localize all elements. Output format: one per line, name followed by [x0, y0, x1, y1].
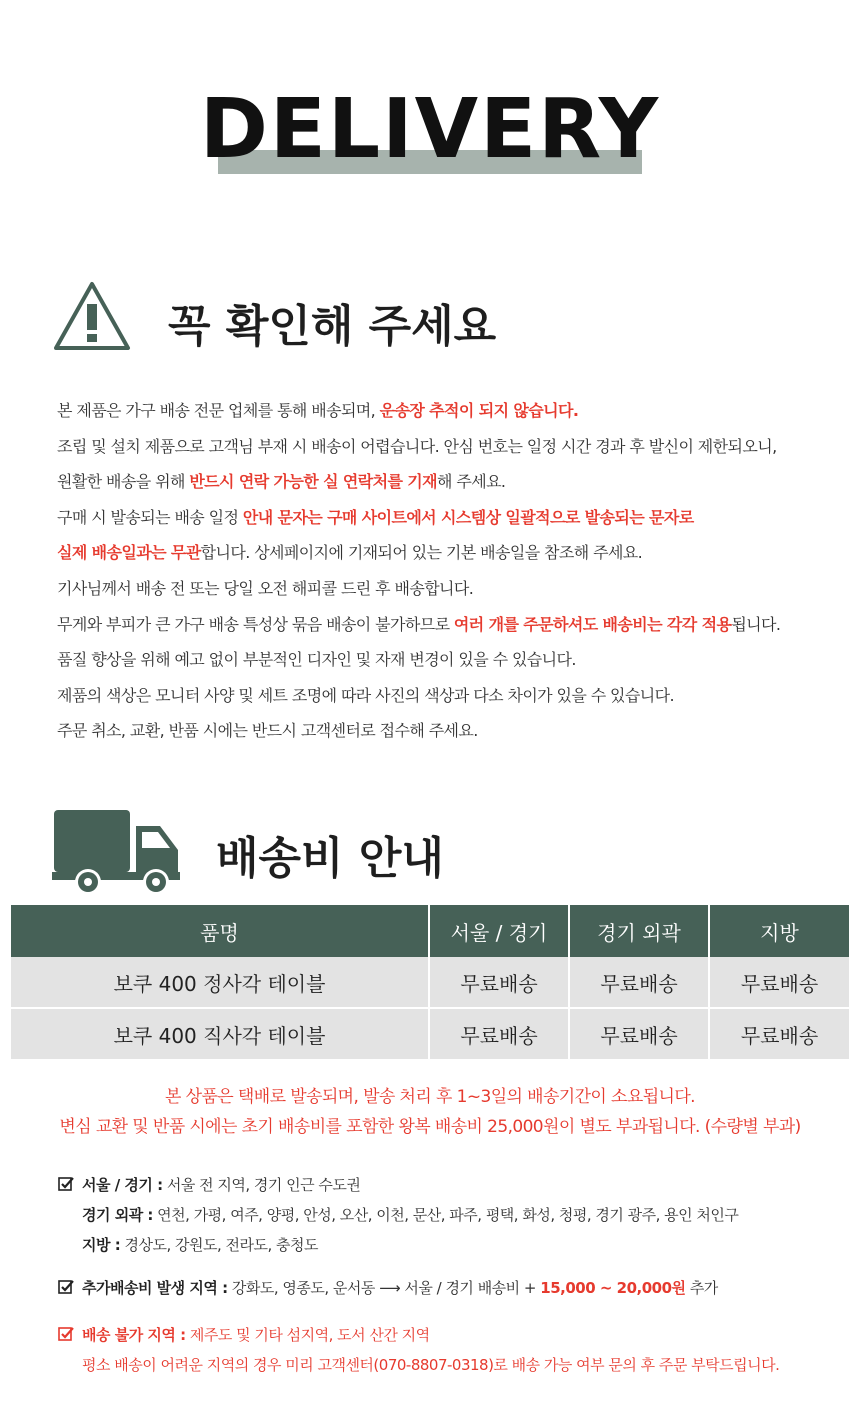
- region-seoul: 서울 / 경기 : 서울 전 지역, 경기 인근 수도권: [58, 1170, 738, 1200]
- region-local: 지방 : 경상도, 강원도, 전라도, 충청도: [82, 1236, 318, 1254]
- column-header: 경기 외곽: [569, 905, 709, 957]
- fee-notice-line-1: 본 상품은 택배로 발송되며, 발송 처리 후 1~3일의 배송기간이 소요됩니다.: [165, 1087, 695, 1107]
- warning-icon: [52, 280, 132, 352]
- fee-cell: 무료배송: [429, 1008, 569, 1059]
- checkbox-checked-icon: [58, 1279, 74, 1295]
- column-header: 지방: [709, 905, 849, 957]
- column-header: 서울 / 경기: [429, 905, 569, 957]
- region-standard: [58, 1170, 738, 1260]
- notice-line: 무게와 부피가 큰 가구 배송 특성상 묶음 배송이 불가하므로 여러 개를 주문하셔도 배송비는 각각 적용됩니다.: [57, 614, 781, 634]
- notice-list: [57, 393, 847, 749]
- fee-notice-line-2: 변심 교환 및 반품 시에는 초기 배송비를 포함한 왕복 배송비 25,000원이 별도 부과됩니다. (수량별 부과): [59, 1117, 801, 1137]
- notice-line: 실제 배송일과는 무관합니다. 상세페이지에 기재되어 있는 기본 배송일을 참조해 주세요.: [57, 543, 643, 563]
- fee-heading: 배송비 안내: [216, 833, 444, 884]
- notice-line: 조립 및 설치 제품으로 고객님 부재 시 배송이 어렵습니다. 안심 번호는 일정 시간 경과 후 발신이 제한되오니,: [57, 436, 777, 456]
- fee-cell: 무료배송: [569, 957, 709, 1008]
- fee-cell: 무료배송: [569, 1008, 709, 1059]
- column-header: 품명: [11, 905, 429, 957]
- table-row: [11, 957, 849, 1008]
- region-extra: 추가배송비 발생 지역 : 강화도, 영종도, 운서동 ⟶ 서울 / 경기 배송비 + 15,000 ~ 20,000원 추가: [58, 1273, 718, 1303]
- page-title: DELIVERY: [199, 82, 661, 177]
- shipping-fee-table: [11, 905, 849, 1059]
- checkbox-checked-icon: [58, 1176, 74, 1192]
- fee-cell: 무료배송: [709, 957, 849, 1008]
- notice-line: 기사님께서 배송 전 또는 당일 오전 해피콜 드린 후 배송합니다.: [57, 578, 474, 598]
- checkbox-checked-icon: [58, 1326, 74, 1342]
- table-header-row: [11, 905, 849, 957]
- fee-cell: 무료배송: [709, 1008, 849, 1059]
- table-row: [11, 1008, 849, 1059]
- fee-cell: 무료배송: [429, 957, 569, 1008]
- region-outer: 경기 외곽 : 연천, 가평, 여주, 양평, 안성, 오산, 이천, 문산, 파주, 평택, 화성, 청평, 경기 광주, 용인 처인구: [82, 1206, 739, 1224]
- product-name-cell: 보쿠 400 정사각 테이블: [11, 957, 429, 1008]
- notice-line: 구매 시 발송되는 배송 일정 안내 문자는 구매 사이트에서 시스템상 일괄적으로 발송되는 문자로: [57, 507, 694, 527]
- notice-line: 품질 향상을 위해 예고 없이 부분적인 디자인 및 자재 변경이 있을 수 있습니다.: [57, 650, 576, 670]
- no-delivery-note: 평소 배송이 어려운 지역의 경우 미리 고객센터(070-8807-0318)로 배송 가능 여부 문의 후 주문 부탁드립니다.: [82, 1356, 780, 1374]
- notice-line: 원활한 배송을 위해 반드시 연락 가능한 실 연락처를 기재해 주세요.: [57, 472, 506, 492]
- notice-line: 본 제품은 가구 배송 전문 업체를 통해 배송되며, 운송장 추적이 되지 않습니다.: [57, 401, 579, 420]
- product-name-cell: 보쿠 400 직사각 테이블: [11, 1008, 429, 1059]
- notice-line: 제품의 색상은 모니터 사양 및 세트 조명에 따라 사진의 색상과 다소 차이가 있을 수 있습니다.: [57, 685, 674, 705]
- region-no-delivery: 배송 불가 지역 : 제주도 및 기타 섬지역, 도서 산간 지역 평소 배송이 어려운 지역의 경우 미리 고객센터(070-8807-0318)로 배송 가능 여부 문의 후 주문 부탁드립니다.: [58, 1320, 779, 1380]
- notice-heading: 꼭 확인해 주세요: [168, 301, 497, 352]
- title-block: [0, 80, 860, 180]
- fee-notice: [0, 1082, 860, 1142]
- notice-line: 주문 취소, 교환, 반품 시에는 반드시 고객센터로 접수해 주세요.: [57, 721, 478, 741]
- truck-icon: [52, 808, 180, 898]
